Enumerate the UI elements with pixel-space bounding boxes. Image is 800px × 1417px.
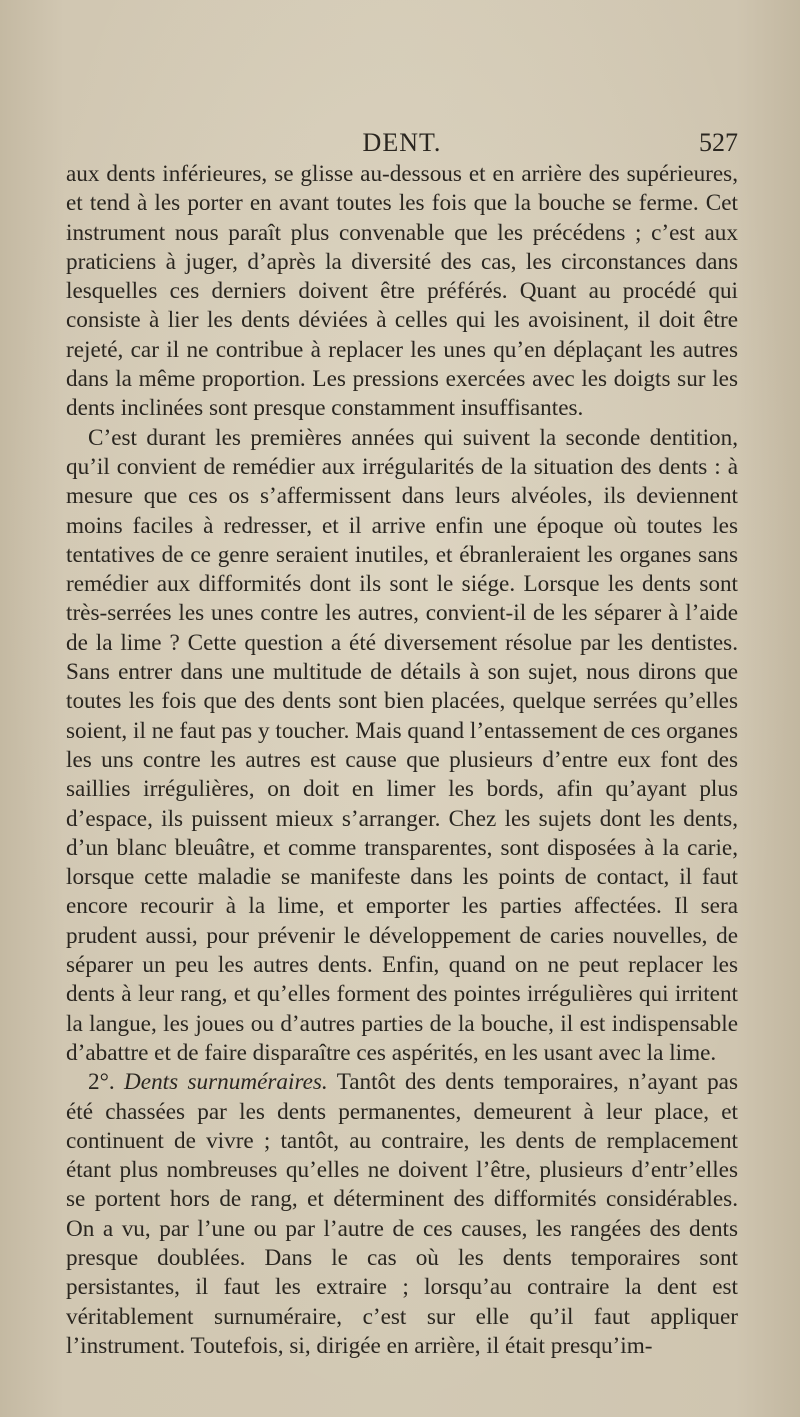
- section-number: 2°.: [88, 1069, 115, 1096]
- page-number: 527: [699, 128, 738, 157]
- running-head: DENT.: [362, 128, 442, 157]
- section-text: Tantôt des dents temporaires, n’ayant pas été chassées par les dents permanentes, demeurent à leur place, et continuent de vivre ; tantôt, au contraire, les dents de remplacement étant plus nombreuses qu’elles ne doivent l’être, plusieurs d’entr’elles se portent hors de rang, et déterminent des difformités considérables. On a vu, par l’une ou par l’autre de ces causes, les rangées des dents presque doublées. Dans le cas où les dents temporaires sont persistantes, il faut les extraire ; lorsqu’au contraire la dent est véritablement surnuméraire, c’est sur elle qu’il faut appliquer l’instrument. Toutefois, si, dirigée en arrière, il était presqu’im-: [66, 1069, 738, 1359]
- section-heading: Dents surnuméraires.: [124, 1069, 328, 1096]
- paragraph-supernumerary-teeth: [66, 1068, 738, 1361]
- body-text: [66, 160, 738, 1361]
- paragraph-second-dentition: C’est durant les premières années qui suivent la seconde dentition, qu’il convient de remédier aux irrégularités de la situation des dents : à mesure que ces os s’affermissent dans leurs alvéoles, ils deviennent moins faciles à redresser, et il arrive enfin une époque où toutes les tentatives de ce genre seraient inutiles, et ébranleraient les organes sans remédier aux difformités dont ils sont le siége. Lorsque les dents sont très-serrées les unes contre les autres, convient-il de les séparer à l’aide de la lime ? Cette question a été diversement résolue par les dentistes. Sans entrer dans une multitude de détails à son sujet, nous dirons que toutes les fois que des dents sont bien placées, quelque serrées qu’elles soient, il ne faut pas y toucher. Mais quand l’entassement de ces organes les uns contre les autres est cause que plusieurs d’entre eux font des saillies irrégulières, on doit en limer les bords, afin qu’ayant plus d’espace, ils puissent mieux s’arranger. Chez les sujets dont les dents, d’un blanc bleuâtre, et comme transparentes, sont disposées à la carie, lorsque cette maladie se manifeste dans les points de contact, il faut encore recourir à la lime, et emporter les parties affectées. Il sera prudent aussi, pour prévenir le développement de caries nouvelles, de séparer un peu les autres dents. Enfin, quand on ne peut replacer les dents à leur rang, et qu’elles forment des pointes irrégulières qui irritent la langue, les joues ou d’autres parties de la bouche, il est indispensable d’abattre et de faire disparaître ces aspérités, en les usant avec la lime.: [66, 424, 738, 1066]
- paragraph-continuation: aux dents inférieures, se glisse au-dessous et en arrière des supérieures, et tend à les porter en avant toutes les fois que la bouche se ferme. Cet instrument nous paraît plus convenable que les précédens ; c’est aux praticiens à juger, d’après la diversité des cas, les circonstances dans lesquelles ces derniers doivent être préférés. Quant au procédé qui consiste à lier les dents déviées à celles qui les avoisinent, il doit être rejeté, car il ne contribue à replacer les unes qu’en déplaçant les autres dans la même proportion. Les pressions exercées avec les doigts sur les dents inclinées sont presque constamment insuffisantes.: [66, 161, 738, 422]
- page-header: [66, 128, 738, 162]
